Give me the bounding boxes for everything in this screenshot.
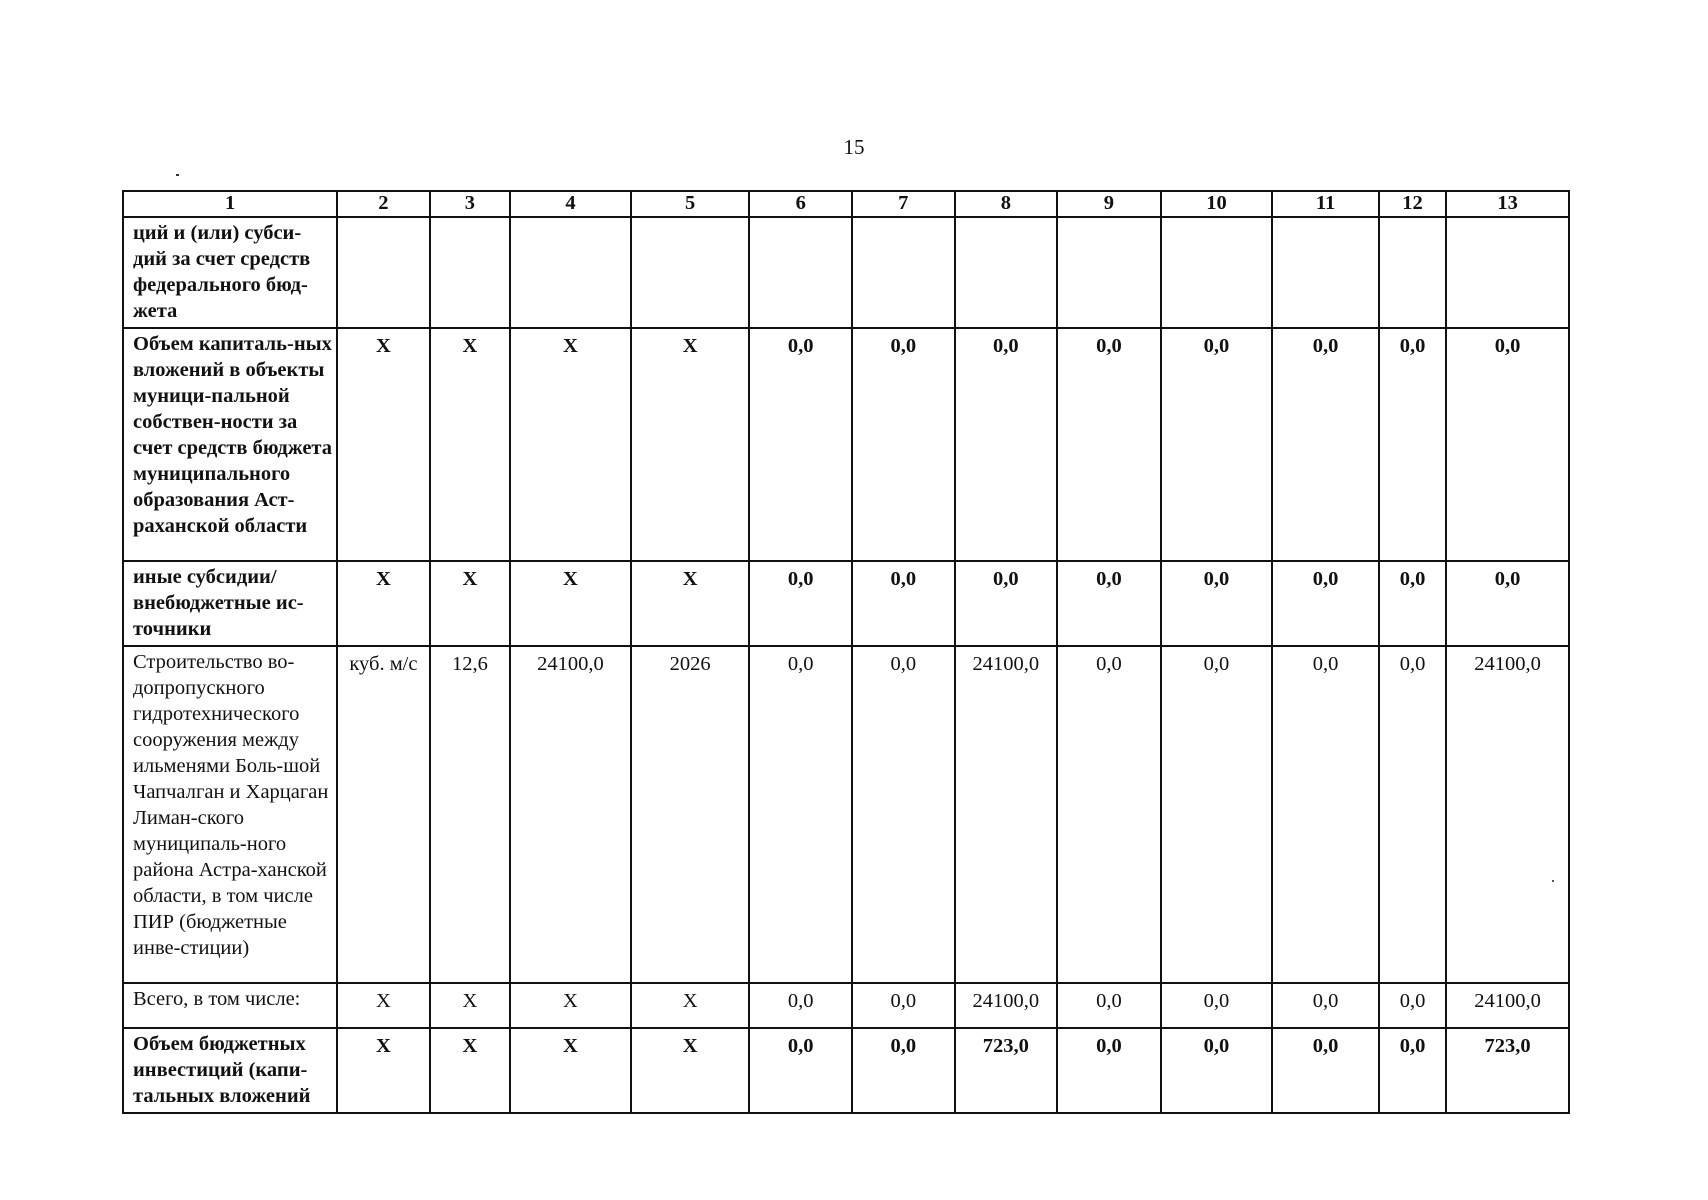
column-number: 6 (749, 191, 852, 217)
table-cell (430, 217, 510, 328)
table-cell: 0,0 (852, 646, 955, 983)
table-cell: 0,0 (1379, 983, 1446, 1028)
column-number-row (123, 191, 1569, 217)
table-cell: 0,0 (749, 1028, 852, 1113)
table-cell (852, 217, 955, 328)
table-cell: 0,0 (1057, 561, 1161, 646)
table-cell: X (337, 328, 430, 561)
column-number: 5 (631, 191, 750, 217)
table-cell: X (510, 328, 631, 561)
row-label: Объем капиталь-ных вложений в объекты муници-пальной собствен-ности за счет средств бюджета муниципального образования Аст-раханской области (123, 328, 337, 561)
table-cell (1161, 217, 1273, 328)
table-cell: 0,0 (749, 983, 852, 1028)
table-cell: 0,0 (852, 328, 955, 561)
table-cell: 0,0 (1057, 646, 1161, 983)
column-number: 3 (430, 191, 510, 217)
data-table (122, 190, 1570, 1114)
table-cell: куб. м/с (337, 646, 430, 983)
table-cell: 24100,0 (955, 646, 1058, 983)
table-cell: 24100,0 (1446, 983, 1569, 1028)
table-row (123, 561, 1569, 646)
table-cell: 0,0 (1379, 646, 1446, 983)
table-row (123, 217, 1569, 328)
table-row (123, 1028, 1569, 1113)
column-number: 12 (1379, 191, 1446, 217)
table-cell: 0,0 (955, 328, 1058, 561)
table-cell: 0,0 (1057, 1028, 1161, 1113)
column-number: 9 (1057, 191, 1161, 217)
table-cell (1446, 217, 1569, 328)
table-cell: X (510, 1028, 631, 1113)
table-cell (337, 217, 430, 328)
table-cell: X (337, 983, 430, 1028)
page-number: 15 (843, 135, 865, 159)
table-cell: 0,0 (1272, 983, 1379, 1028)
table-cell: X (337, 1028, 430, 1113)
table-cell: 0,0 (1161, 646, 1273, 983)
table-cell: X (631, 983, 750, 1028)
table-cell (631, 217, 750, 328)
table-cell: 0,0 (749, 646, 852, 983)
table-cell: X (631, 1028, 750, 1113)
table-cell: 0,0 (1272, 646, 1379, 983)
table-cell: 24100,0 (510, 646, 631, 983)
table-cell: 0,0 (1272, 561, 1379, 646)
table-cell: 12,6 (430, 646, 510, 983)
table-cell (1272, 217, 1379, 328)
table-cell: X (430, 983, 510, 1028)
table-cell: 0,0 (1161, 328, 1273, 561)
table-row (123, 328, 1569, 561)
table-row (123, 646, 1569, 983)
table-cell: 24100,0 (1446, 646, 1569, 983)
table-cell: 0,0 (852, 561, 955, 646)
table-cell (510, 217, 631, 328)
table-cell: 0,0 (1057, 328, 1161, 561)
row-label: Строительство во-допропускного гидротехнического сооружения между ильменями Боль-шой Чапчалган и Харцаган Лиман-ского муниципаль-ного района Астра-ханской области, в том числе ПИР (бюджетные инве-стиции) (123, 646, 337, 983)
row-label: Объем бюджетных инвестиций (капи-тальных вложений (123, 1028, 337, 1113)
table-cell: 0,0 (749, 328, 852, 561)
column-number: 2 (337, 191, 430, 217)
row-label: иные субсидии/ внебюджетные ис-точники (123, 561, 337, 646)
column-number: 13 (1446, 191, 1569, 217)
table-cell: X (430, 328, 510, 561)
table-cell: 0,0 (1379, 561, 1446, 646)
scan-mark (176, 174, 179, 176)
table-cell: X (631, 328, 750, 561)
column-number: 1 (123, 191, 337, 217)
table-cell: 0,0 (1161, 561, 1273, 646)
table-cell: 0,0 (1446, 328, 1569, 561)
table-cell: X (430, 1028, 510, 1113)
table-cell: X (337, 561, 430, 646)
table-cell: 723,0 (955, 1028, 1058, 1113)
table-cell (955, 217, 1058, 328)
table-cell (1379, 217, 1446, 328)
table-cell: 723,0 (1446, 1028, 1569, 1113)
table-cell: 0,0 (1379, 1028, 1446, 1113)
column-number: 8 (955, 191, 1058, 217)
table-cell (1057, 217, 1161, 328)
table-cell: 0,0 (1161, 1028, 1273, 1113)
table-cell: 0,0 (1272, 1028, 1379, 1113)
table-cell: X (631, 561, 750, 646)
table-cell: 0,0 (852, 1028, 955, 1113)
table-cell: 0,0 (1161, 983, 1273, 1028)
table-cell: 0,0 (1057, 983, 1161, 1028)
table-cell (749, 217, 852, 328)
table-cell: 0,0 (749, 561, 852, 646)
table-cell: 24100,0 (955, 983, 1058, 1028)
table-cell: 2026 (631, 646, 750, 983)
table-cell: X (510, 983, 631, 1028)
column-number: 10 (1161, 191, 1273, 217)
table-cell: 0,0 (955, 561, 1058, 646)
column-number: 4 (510, 191, 631, 217)
column-number: 7 (852, 191, 955, 217)
table-row (123, 983, 1569, 1028)
table-cell: 0,0 (1272, 328, 1379, 561)
column-number: 11 (1272, 191, 1379, 217)
table-cell: 0,0 (1446, 561, 1569, 646)
table-cell: X (430, 561, 510, 646)
table-cell: 0,0 (852, 983, 955, 1028)
row-label: ций и (или) субси-дий за счет средств федерального бюд-жета (123, 217, 337, 328)
table-cell: 0,0 (1379, 328, 1446, 561)
table-cell: X (510, 561, 631, 646)
row-label: Всего, в том числе: (123, 983, 337, 1028)
